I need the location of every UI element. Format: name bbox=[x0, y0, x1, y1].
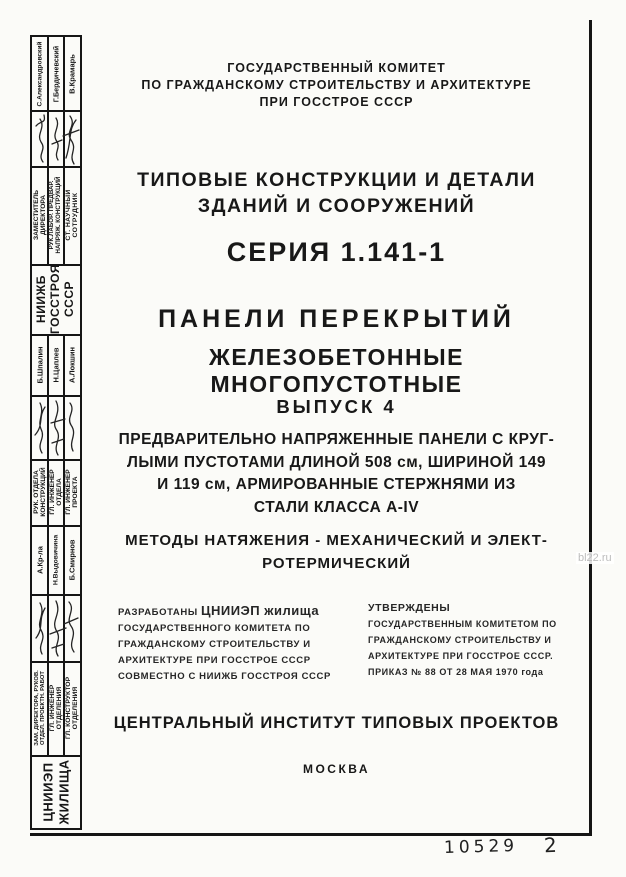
text-line: ПАНЕЛИ ПЕРЕКРЫТИЙ bbox=[158, 305, 515, 333]
text-line: ОТДЕЛЕНИЯ bbox=[72, 686, 79, 730]
text-line: РОТЕРМИЧЕСКИЙ bbox=[262, 554, 411, 572]
signatory-title bbox=[48, 459, 64, 525]
text-line: В.Крамарь bbox=[66, 53, 76, 94]
org-label-niizhb bbox=[32, 264, 80, 334]
text-line: СЕРИЯ 1.141-1 bbox=[226, 237, 447, 267]
signatory-title bbox=[64, 166, 80, 264]
developed-by-block bbox=[118, 603, 363, 685]
signatory-title bbox=[48, 661, 64, 755]
header-line: ПО ГРАЖДАНСКОМУ СТРОИТЕЛЬСТВУ И АРХИТЕКТУРЕ bbox=[141, 78, 532, 92]
text-line: ГРАЖДАНСКОМУ СТРОИТЕЛЬСТВУ И bbox=[368, 635, 552, 645]
header-line: ГОСУДАРСТВЕННЫЙ КОМИТЕТ bbox=[227, 61, 446, 75]
developed-org: ЦНИИЭП жилища bbox=[200, 603, 320, 618]
subtitle-paragraph bbox=[83, 429, 590, 519]
signatory-name bbox=[32, 37, 48, 110]
page-border-right bbox=[589, 20, 592, 834]
signatory-title bbox=[32, 459, 48, 525]
methods-paragraph bbox=[83, 530, 590, 575]
developed-label: РАЗРАБОТАНЫ bbox=[118, 607, 198, 618]
text-line: МОСКВА bbox=[302, 762, 371, 776]
signatory-title bbox=[48, 166, 64, 264]
text-line: А.Локшин bbox=[67, 346, 76, 383]
handwritten-page-number bbox=[543, 833, 557, 858]
text-line: Б.Смирнов bbox=[67, 539, 76, 580]
text-line bbox=[118, 603, 363, 621]
text-line: НАПРЯЖ. КОНСТРУКЦИЙ bbox=[55, 176, 62, 254]
text-line: СТ. НАУЧНЫЙ bbox=[64, 189, 72, 241]
text-line: ДИРЕКТОРА bbox=[40, 195, 47, 235]
main-title-line2 bbox=[83, 344, 590, 398]
handwritten-signatures bbox=[32, 594, 80, 661]
signatory-name bbox=[32, 525, 48, 594]
text-line: С.Александровский bbox=[36, 41, 44, 106]
text-line: ЦЕНТРАЛЬНЫЙ ИНСТИТУТ ТИПОВЫХ ПРОЕКТОВ bbox=[113, 714, 560, 732]
series-title bbox=[83, 237, 590, 268]
handwritten-signatures bbox=[32, 395, 80, 459]
handwritten-doc-number bbox=[444, 836, 519, 858]
text-line: ЗДАНИЙ И СООРУЖЕНИЙ bbox=[197, 195, 476, 217]
signatory-name bbox=[48, 334, 64, 395]
text-line: Г.Бердичевский bbox=[51, 45, 61, 102]
text-line: ТИПОВЫЕ КОНСТРУКЦИИ И ДЕТАЛИ bbox=[137, 169, 536, 191]
text-line: АРХИТЕКТУРЕ ПРИ ГОССТРОЕ СССР. bbox=[368, 651, 554, 661]
text-line: ГЛ. ИНЖЕНЕР bbox=[48, 684, 56, 732]
text-line: ЗАМ. ДИРЕКТОРА, РУКОВ. bbox=[33, 670, 40, 746]
text-line: ЦНИИЭП bbox=[40, 761, 56, 822]
text-line: ГЛ. КОНСТРУКТОР bbox=[64, 676, 72, 740]
text-line: ГОСУДАРСТВЕННОГО КОМИТЕТА ПО bbox=[118, 623, 311, 634]
text-line: НИИЖБ bbox=[34, 275, 49, 323]
text-line: ГРАЖДАНСКОМУ СТРОИТЕЛЬСТВУ И bbox=[118, 639, 311, 650]
text-line: ОТДЕЛЕНИЯ bbox=[56, 686, 63, 730]
text-line: ЖЕЛЕЗОБЕТОННЫЕ МНОГОПУСТОТНЫЕ bbox=[209, 344, 464, 397]
text-line: КОНСТРУКЦИЙ bbox=[40, 467, 47, 517]
publisher-line bbox=[83, 714, 590, 733]
text-line: 2 bbox=[543, 832, 558, 858]
approved-by-block bbox=[368, 600, 590, 680]
text-line: ЖИЛИЩА bbox=[56, 758, 71, 825]
text-line: bl22.ru bbox=[578, 552, 612, 564]
signatory-name bbox=[32, 334, 48, 395]
city-line bbox=[83, 762, 590, 776]
org-label-tsniiep bbox=[32, 755, 80, 828]
issue-label bbox=[83, 396, 590, 418]
text-line: ГОССТРОЯ bbox=[48, 264, 63, 334]
text-line: ВЫПУСК 4 bbox=[276, 396, 397, 417]
text-line: ПРОЕКТА bbox=[72, 476, 79, 508]
text-line: Н.Выдовичина bbox=[52, 534, 60, 585]
document-type-heading bbox=[83, 167, 590, 219]
text-line: Н.Цаплев bbox=[51, 347, 60, 382]
text-line: ЗАМЕСТИТЕЛЬ bbox=[32, 190, 40, 240]
committee-header bbox=[83, 60, 590, 111]
text-line: ГЛ. ИНЖЕНЕР bbox=[48, 469, 56, 515]
text-line: Б.Шпалин bbox=[35, 345, 44, 384]
signatory-name bbox=[48, 525, 64, 594]
text-line: СССР bbox=[61, 281, 76, 318]
text-line: СОТРУДНИК bbox=[72, 192, 79, 238]
text-line: РУК. ОТДЕЛА bbox=[32, 470, 40, 514]
text-line: УТВЕРЖДЕНЫ bbox=[368, 602, 451, 614]
text-line: ЛЫМИ ПУСТОТАМИ ДЛИНОЙ 508 см, ШИРИНОЙ 149 bbox=[126, 453, 547, 471]
signatory-title bbox=[64, 459, 80, 525]
header-line: ПРИ ГОССТРОЕ СССР bbox=[259, 95, 414, 109]
text-line: ПРЕДВАРИТЕЛЬНО НАПРЯЖЕННЫЕ ПАНЕЛИ С КРУГ- bbox=[118, 431, 555, 448]
signatory-title bbox=[64, 661, 80, 755]
signatory-name bbox=[48, 37, 64, 110]
text-line: МЕТОДЫ НАТЯЖЕНИЯ - МЕХАНИЧЕСКИЙ И ЭЛЕКТ- bbox=[125, 532, 548, 549]
text-line: ОТДЕЛ. ПРОЕКТН. РАБОТ bbox=[40, 671, 46, 745]
text-line: ГОСУДАРСТВЕННЫМ КОМИТЕТОМ ПО bbox=[368, 619, 557, 629]
signatory-name bbox=[64, 525, 80, 594]
handwritten-signatures bbox=[32, 110, 80, 166]
watermark bbox=[576, 552, 614, 564]
text-line: ГЛ. ИНЖЕНЕР bbox=[64, 469, 72, 515]
text-line: А.Кр-ла bbox=[35, 545, 44, 574]
text-line: ПРИКАЗ № 88 ОТ 28 МАЯ 1970 года bbox=[368, 667, 544, 677]
text-line: СТАЛИ КЛАССА А-IV bbox=[253, 498, 420, 516]
text-line: И 119 см, АРМИРОВАННЫЕ СТЕРЖНЯМИ ИЗ bbox=[157, 476, 516, 493]
main-title-line1 bbox=[83, 305, 590, 334]
text-line: АРХИТЕКТУРЕ ПРИ ГОССТРОЕ СССР bbox=[118, 655, 311, 666]
text-line: ОТДЕЛА bbox=[56, 478, 63, 506]
text-line: РУК.ЛАБОР. ПРЕДВАР. bbox=[48, 180, 56, 250]
text-line: 10529 bbox=[443, 836, 519, 858]
signatory-name bbox=[64, 37, 80, 110]
text-line: СОВМЕСТНО С НИИЖБ ГОССТРОЯ СССР bbox=[118, 671, 331, 682]
signatory-title bbox=[32, 166, 48, 264]
signatory-title bbox=[32, 661, 48, 755]
signatory-name bbox=[64, 334, 80, 395]
